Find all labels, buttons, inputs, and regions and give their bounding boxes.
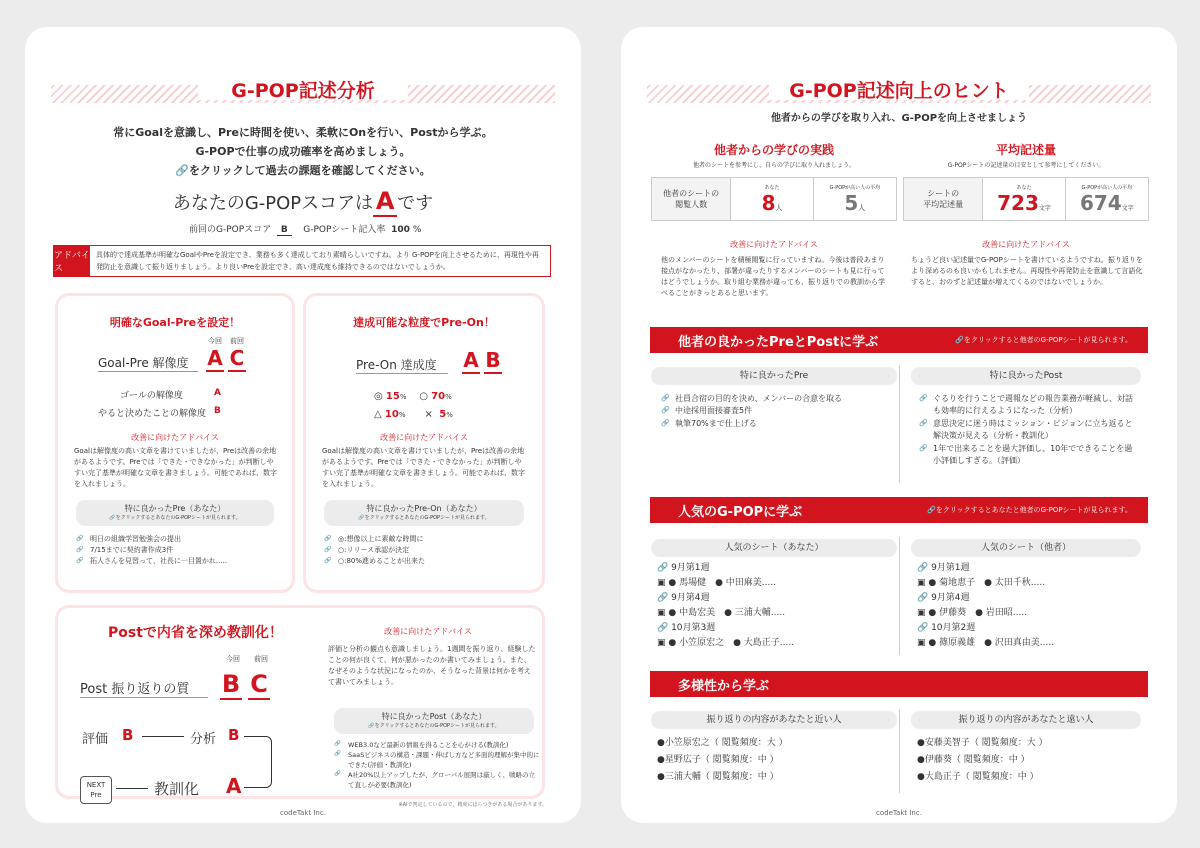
section-title: 他者の良かったPreとPostに学ぶ: [678, 334, 879, 350]
stat-unit: 文字: [1038, 204, 1051, 212]
post-card: [55, 605, 545, 799]
divider: [899, 709, 900, 793]
rate-unit: %: [446, 411, 453, 419]
pop-other-pill: 人気のシート（他者）: [911, 539, 1141, 557]
page-title: G-POP記述分析: [198, 82, 408, 100]
goal-sub2-value: B: [214, 406, 221, 416]
stat-unit: 人: [775, 203, 783, 212]
stat-avg: [1066, 178, 1148, 220]
page-title: G-POP記述向上のヒント: [769, 82, 1029, 100]
section-title: 人気のG-POPに学ぶ: [678, 504, 803, 520]
names-item[interactable]: ▣ ● 小笠原宏之 ● 大島正子.....: [657, 638, 795, 648]
names-item[interactable]: ▣ ● 伊藤葵 ● 岩田昭.....: [917, 608, 1028, 618]
week-label: 9月第4週: [671, 593, 710, 603]
person-item[interactable]: ●伊藤葵（ 閲覧頻度：中 ）: [917, 755, 1030, 765]
on-rates: [374, 388, 504, 424]
footnote: ※AIで判定しているので、精度にばらつきがある場合があります。: [398, 802, 547, 808]
goal-title: 明確なGoal-Preを設定！: [109, 316, 241, 329]
advice-text: 具体的で達成基準が明確なGoalやPreを設定でき、業務も多く達成しており素晴らしいですね。より G-POPを向上させるために、再現性や再発防止を意識して振り返りましょう。より良いPreを設定でき、高い達成度も維持できるのではないでしょうか。: [95, 251, 539, 271]
near-list: [657, 735, 893, 786]
rate-value: 100: [391, 225, 410, 235]
label-prev: 前回: [254, 655, 268, 663]
rate-value: 15: [385, 391, 400, 402]
stat-avg-value: 674: [1079, 190, 1122, 215]
rate-unit: %: [398, 411, 406, 419]
avg-title: 平均記述量: [995, 143, 1056, 157]
on-title: 達成可能な粒度でPre-On！: [353, 316, 495, 329]
list-item[interactable]: 🔗 執筆70%まで仕上げる: [661, 418, 891, 430]
list-item[interactable]: 🔗 ぐるりを行うことで週報などの報告業務が軽減し、対話も効率的に行えるようになった（分析）: [919, 393, 1139, 418]
pill-title: 特に良かったPost（あなた）: [381, 712, 487, 721]
names: ● 馬場健 ● 中田麻美.....: [668, 578, 777, 588]
on-metric: Pre-On 達成度: [356, 356, 448, 374]
pill-title: 特に良かったPre（あなた）: [124, 504, 226, 513]
anal-grade: B: [228, 726, 240, 744]
goal-metric: Goal-Pre 解像度: [98, 354, 198, 372]
next-label: NEXT: [86, 781, 106, 789]
goal-adv-title: 改善に向けたアドバイス: [131, 433, 219, 442]
rate-mark: ◎: [374, 391, 383, 402]
names-item[interactable]: ▣ ● 篠原義雄 ● 沢田真由美.....: [917, 638, 1055, 648]
score-prefix: あなたのG-POPスコアは: [172, 193, 374, 214]
rate-mark: ×: [424, 409, 433, 420]
post-grade-now: B: [221, 670, 241, 698]
pill-sub: 🔗をクリックするとあなたのG-POPシートが見られます。: [358, 515, 490, 521]
goal-sub1-value: A: [214, 388, 221, 398]
names: ● 小笠原宏之 ● 大島正子.....: [668, 638, 795, 648]
arrow-line: [142, 736, 184, 737]
list-item[interactable]: 🔗 拓人さんを見習って、社長に一目置かれ.....: [76, 556, 282, 567]
on-pill[interactable]: [324, 500, 524, 526]
learn-adv-title: 改善に向けたアドバイス: [730, 240, 818, 249]
pill-sub: 🔗をクリックするとあなたのG-POPシートが見られます。: [109, 515, 241, 521]
post-list: [334, 740, 540, 790]
list-item[interactable]: 🔗 ○:80%進めることが出来た: [324, 556, 532, 567]
stat-label-1: シートの: [927, 189, 960, 198]
goal-adv: Goalは解像度の高い文章を書けていましたが、Preは改善の余地があるようです。Preでは「できた・できなかった」が判断しやすい完了基準が明確な文章を書きましょう。可能であれば、数字を入れましょう。: [74, 447, 277, 488]
week-label: 10月第2週: [931, 623, 976, 633]
week-item[interactable]: 🔗 9月第4週: [657, 593, 710, 603]
week-item[interactable]: 🔗 9月第4週: [917, 593, 970, 603]
left-title-band: [51, 80, 555, 103]
names: ● 菊地恵子 ● 太田千秋.....: [928, 578, 1046, 588]
week-item[interactable]: 🔗 9月第1週: [917, 563, 970, 573]
week-label: 10月第3週: [671, 623, 716, 633]
eval-label: 評価: [82, 732, 109, 747]
rate-value: 5: [439, 409, 447, 420]
pre-pill: 特に良かったPre: [651, 367, 897, 385]
far-list: [917, 735, 1143, 786]
stat-you: [731, 178, 813, 220]
rate-unit: %: [445, 393, 452, 401]
list-item[interactable]: 🔗 SaaSビジネスの構造・課題・伸ばし方など多面的理解が集中的にできた(評価・教訓化): [334, 750, 540, 770]
label-now: 今回: [226, 655, 240, 663]
score-suffix: です: [397, 193, 434, 214]
list-item[interactable]: 🔗 WEB3.0など最新の情報を得ることを心がける(教訓化): [334, 740, 540, 750]
label-prev: 前回: [230, 337, 244, 345]
on-adv-title: 改善に向けたアドバイス: [380, 433, 468, 442]
divider: [899, 537, 900, 655]
avg-stat: [903, 177, 1149, 221]
footer: codeTakt Inc.: [280, 809, 326, 817]
label-now: 今回: [208, 337, 222, 345]
names: ● 篠原義雄 ● 沢田真由美.....: [928, 638, 1055, 648]
stat-label: [652, 178, 731, 220]
pop-you-list: [657, 561, 893, 651]
near-pill: 振り返りの内容があなたと近い人: [651, 711, 897, 729]
week-item[interactable]: 🔗 10月第3週: [657, 623, 716, 633]
stat-avg-label: G-POPが高い人の平均: [1081, 184, 1133, 191]
arrow-line: [116, 788, 148, 789]
stat-you-label: あなた: [1016, 184, 1032, 191]
goal-sub2: やると決めたことの解像度: [98, 409, 207, 419]
rate-unit: %: [399, 393, 407, 401]
list-item[interactable]: 🔗 1年で出来ることを過大評価し、10年でできることを過小評価しすぎる。（評価）: [919, 443, 1139, 468]
left-page: [25, 27, 581, 823]
intro: [25, 123, 581, 180]
list-item[interactable]: 🔗 明日の組織学習勉強会の提出: [76, 534, 282, 545]
next-pre-box: [80, 776, 112, 804]
rate-mark: ○: [419, 391, 428, 402]
on-list: [324, 534, 532, 567]
learn-sub: 他者のシートを参考にし、自らの学びに取り入れましょう。: [692, 162, 855, 169]
pill-sub: 🔗をクリックするとあなたのG-POPシートが見られます。: [368, 723, 500, 729]
post-pill: 特に良かったPost: [911, 367, 1141, 385]
footer: codeTakt Inc.: [876, 809, 922, 817]
stat-avg-label: G-POPが高い人の平均: [829, 184, 881, 191]
rate-value: 70: [431, 391, 446, 402]
list-item[interactable]: 🔗 中途採用面接審査5件: [661, 405, 891, 417]
person-item[interactable]: ●小笠原宏之（ 閲覧頻度：大 ）: [657, 738, 788, 748]
on-grade-now: A: [463, 348, 479, 372]
far-pill: 振り返りの内容があなたと遠い人: [911, 711, 1141, 729]
pop-other-list: [917, 561, 1143, 651]
stat-unit: 人: [858, 203, 866, 212]
list-item[interactable]: 🔗 A社20%以上アップしたが、グローバル展開は厳しく、戦略の立て直しが必要(教訓化): [334, 770, 540, 790]
names-item[interactable]: ▣ ● 中島宏美 ● 三浦大輔.....: [657, 608, 786, 618]
person-item[interactable]: ●安藤美智子（ 閲覧頻度：大 ）: [917, 738, 1048, 748]
learn-title: 他者からの学びの実践: [713, 143, 834, 157]
post-title: Postで内省を深め教訓化！: [108, 625, 283, 641]
score-line: [25, 187, 581, 217]
next-pre-label: Pre: [90, 791, 102, 799]
pre-list: [661, 393, 891, 430]
week-label: 9月第4週: [931, 593, 970, 603]
section-bar-diversity: [650, 671, 1148, 697]
lesson-grade: A: [226, 774, 242, 798]
rate-mark: △: [374, 409, 382, 420]
stat-label-2: 平均記述量: [923, 200, 964, 209]
rate-label: G-POPシート記入率: [303, 225, 386, 235]
goal-card: [55, 293, 295, 593]
week-label: 9月第1週: [671, 563, 710, 573]
avg-adv: ちょうど良い記述量でG-POPシートを書けているようですね。振り返りをより深めるのも良いかもしれません。再現性や再発防止を意識して言語化すると、おのずと記述量が増えてくるのではないでしょうか。: [911, 256, 1143, 286]
divider: [899, 365, 900, 483]
prev-label: 前回のG-POPスコア: [189, 225, 272, 235]
eval-grade: B: [122, 726, 134, 744]
stat-you-label: あなた: [764, 184, 780, 191]
names-item[interactable]: ▣ ● 馬場健 ● 中田麻美.....: [657, 578, 777, 588]
advice-tag: アドバイス: [54, 246, 90, 276]
section-bar-popular: [650, 497, 1148, 523]
prev-score: [189, 222, 421, 235]
goal-list: [76, 534, 282, 567]
stat-label: [904, 178, 983, 220]
week-item[interactable]: 🔗 10月第2週: [917, 623, 976, 633]
list-item[interactable]: 🔗 ○:リリース承認が決定: [324, 545, 532, 556]
week-item[interactable]: 🔗 9月第1週: [657, 563, 710, 573]
goal-sub1: ゴールの解像度: [120, 391, 183, 401]
post-pill[interactable]: [334, 708, 534, 734]
names: ● 伊藤葵 ● 岩田昭.....: [928, 608, 1028, 618]
rate-unit: %: [412, 225, 422, 235]
list-item[interactable]: 🔗 ◎:想像以上に素敵な時間に: [324, 534, 532, 545]
advice-box: [53, 245, 551, 277]
learn-stat: [651, 177, 897, 221]
goal-grade-prev: C: [229, 346, 245, 370]
stat-label-2: 閲覧人数: [675, 200, 708, 209]
post-list: [919, 393, 1139, 467]
week-label: 9月第1週: [931, 563, 970, 573]
stat-unit: 文字: [1121, 204, 1134, 212]
prev-value: B: [277, 225, 292, 236]
lead: 他者からの学びを取り入れ、G-POPを向上させましょう: [770, 113, 1028, 124]
avg-sub: G-POPシートの記述量の目安として参考にしてください。: [947, 162, 1105, 169]
stat-you-value: 8: [761, 190, 776, 215]
names: ● 中島宏美 ● 三浦大輔.....: [668, 608, 786, 618]
stat-avg-value: 5: [844, 190, 859, 215]
post-adv: 評価と分析の観点も意識しましょう。1週間を振り返り、経験したことの何が良くて、何が悪かったのか書いてみましょう。また、なぜそのような状況になったのか、そうなった背景は何かを考えて書いてみましょう。: [328, 645, 536, 686]
section-title: 多様性から学ぶ: [678, 678, 770, 694]
rate-value: 10: [384, 409, 399, 420]
goal-pill[interactable]: [76, 500, 274, 526]
score-grade: A: [373, 187, 397, 217]
person-item[interactable]: ●星野広子（ 閲覧頻度：中 ）: [657, 755, 779, 765]
stat-you-value: 723: [997, 190, 1039, 215]
avg-adv-title: 改善に向けたアドバイス: [982, 240, 1070, 249]
lesson-label: 教訓化: [154, 780, 200, 798]
section-note: 🔗をクリックするとあなたと他者のG-POPシートが見られます。: [927, 506, 1132, 514]
on-grade-prev: B: [485, 348, 501, 372]
post-grade-prev: C: [248, 670, 270, 700]
pop-you-pill: 人気のシート（あなた）: [651, 539, 897, 557]
post-adv-title: 改善に向けたアドバイス: [384, 627, 472, 636]
intro-line: G-POPで仕事の成功確率を高めましょう。: [195, 145, 411, 158]
anal-label: 分析: [190, 732, 217, 747]
intro-line: 🔗をクリックして過去の課題を確認してください。: [175, 164, 431, 177]
names-item[interactable]: ▣ ● 菊地恵子 ● 太田千秋.....: [917, 578, 1046, 588]
section-note: 🔗をクリックすると他者のG-POPシートが見られます。: [955, 336, 1132, 344]
section-bar-pre-post: [650, 327, 1148, 353]
post-metric: Post 振り返りの質: [80, 678, 208, 698]
stat-avg: [814, 178, 896, 220]
person-item[interactable]: ●大島正子（ 閲覧頻度：中 ）: [917, 772, 1039, 782]
person-item[interactable]: ●三浦大輔（ 閲覧頻度：中 ）: [657, 772, 779, 782]
list-item[interactable]: 🔗 社員合宿の目的を決め、メンバーの合意を取る: [661, 393, 891, 405]
learn-adv: 他のメンバーのシートを積極閲覧に行っていますね。今後は普段あまり接点がなかったり、部署が違ったりするメンバーのシートも見に行ってはどうでしょうか。取り組む業務が違っても、振り返りでの教訓から学べることがきっとあると思います。: [661, 256, 885, 297]
stat-label-1: 他者のシートの: [663, 189, 720, 198]
stat-you: [983, 178, 1065, 220]
intro-line: 常にGoalを意識し、Preに時間を使い、柔軟にOnを行い、Postから学ぶ。: [113, 126, 493, 139]
goal-grade-now: A: [207, 346, 223, 370]
right-title-band: [647, 80, 1151, 103]
pill-title: 特に良かったPre-On（あなた）: [366, 504, 482, 513]
on-card: [303, 293, 545, 593]
arrow-loop: [244, 736, 272, 788]
list-item[interactable]: 🔗 意思決定に迷う時はミッション・ビジョンに立ち返ると解決策が見える（分析・教訓化）: [919, 418, 1139, 443]
list-item[interactable]: 🔗 7/15までに契約書作成3件: [76, 545, 282, 556]
right-page: [621, 27, 1177, 823]
on-adv: Goalは解像度の高い文章を書けていましたが、Preは改善の余地があるようです。Preでは「できた・できなかった」が判断しやすい完了基準が明確な文章を書きましょう。可能であれば、数字を入れましょう。: [322, 447, 525, 488]
